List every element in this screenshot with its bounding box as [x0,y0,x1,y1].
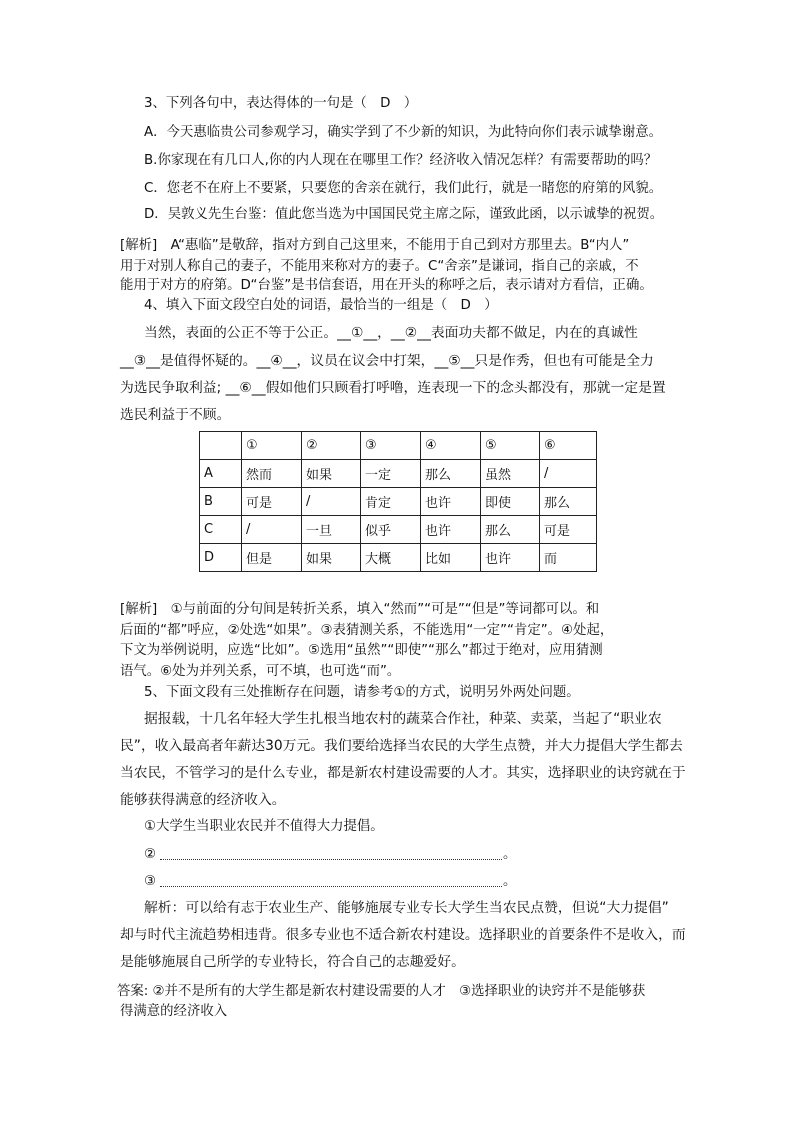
table-cell: ③ [361,432,421,460]
q4-analysis-line-4: 语气。⑥处为并列关系，可不填，也可选“而”。 [120,664,401,679]
answer-blank-3[interactable] [160,886,502,887]
table-cell [200,432,242,460]
table-cell: 也许 [421,488,481,516]
q5-analysis-line-2: 却与时代主流趋势相违背。很多专业也不适合新农村建设。选择职业的首要条件不是收入，而 [120,927,686,943]
q4-stem: 4、填入下面文段空白处的词语，最恰当的一组是（ D ） [144,298,498,313]
q5-answer-line-1: 答案: ②并不是所有的大学生都是新农村建设需要的人才 ③选择职业的诀窍并不是能够获 [117,984,646,999]
q5-item-2-number: ② [144,847,157,862]
q5-stem: 5、下面文段有三处推断存在问题，请参考①的方式，说明另外两处问题。 [144,685,580,700]
table-row [200,488,597,516]
q3-analysis-line-1: [解析] A“惠临”是敬辞，指对方到自己这里来，不能用于自己到对方那里去。B“内人” [120,238,630,253]
table-cell: 而 [540,544,597,572]
q3-analysis-line-2: 用于对别人称自己的妻子，不能用来称对方的妻子。C“舍亲”是谦词，指自己的亲戚，不 [120,259,639,274]
table-row [200,460,597,488]
table-cell: 大概 [361,544,421,572]
table-cell: 虽然 [481,460,540,488]
q5-item-2-period: 。 [503,847,517,862]
table-cell: 然而 [242,460,302,488]
q5-item-3-period: 。 [503,874,517,889]
table-cell: / [302,488,361,516]
table-cell: 那么 [481,516,540,544]
table-cell: 一旦 [302,516,361,544]
q4-passage-line-3: 为选民争取利益; __⑥__假如他们只顾看打呼噜，连表现一下的念头都没有，那就一定是置 [120,380,666,396]
table-cell: ② [302,432,361,460]
table-cell: ④ [421,432,481,460]
q5-passage-line-4: 能够获得满意的经济收入。 [120,792,286,808]
table-cell: ⑥ [540,432,597,460]
table-cell: / [540,460,597,488]
table-header-row [200,432,597,460]
options-table [199,431,597,572]
q3-stem: 3、下列各句中，表达得体的一句是（ D ） [144,96,418,111]
q3-option-d: D．吴敦义先生台鉴：值此您当选为中国国民党主席之际，谨致此函，以示诚挚的祝贺。 [144,207,664,222]
q5-passage-line-3: 当农民，不管学习的是什么专业，都是新农村建设需要的人才。其实，选择职业的诀窍就在于 [120,765,686,781]
q4-passage-line-1: 当然，表面的公正不等于公正。__①__，__②__表面功夫都不做足，内在的真诚性 [144,325,638,341]
table-cell: / [242,516,302,544]
table-cell: A [200,460,242,488]
q5-answer-line-2: 得满意的经济收入 [120,1004,228,1019]
q5-analysis-line-3: 是能够施展自己所学的专业特长，符合自己的志趣爱好。 [120,954,465,970]
q4-passage-line-2: __③__是值得怀疑的。__④__，议员在议会中打架，__⑤__只是作秀，但也有可能是全力 [120,353,654,369]
q4-analysis-line-2: 后面的“都”呼应，②处选“如果”。③表猜测关系，不能选用“一定”“肯定”。④处起， [120,623,614,638]
q3-option-c: C．您老不在府上不要紧，只要您的舍亲在就行，我们此行，就是一睹您的府第的风貌。 [144,181,663,196]
table-cell: 那么 [421,460,481,488]
q5-passage-line-2: 民”，收入最高者年薪达30万元。我们要给选择当农民的大学生点赞，并大力提倡大学生都去 [120,738,683,754]
table-cell: 也许 [421,516,481,544]
q4-passage-line-4: 选民利益于不顾。 [120,407,231,423]
table-cell: 可是 [242,488,302,516]
q3-option-b: B.你家现在有几口人,你的内人现在在哪里工作？经济收入情况怎样？有需要帮助的吗？ [144,153,658,168]
table-cell: ⑤ [481,432,540,460]
table-cell: C [200,516,242,544]
q5-passage-line-1: 据报载，十几名年轻大学生扎根当地农村的蔬菜合作社，种菜、卖菜，当起了“职业农 [144,711,662,727]
q3-analysis-line-3: 能用于对方的府第。D“台鉴”是书信套语，用在开头的称呼之后，表示请对方看信，正确。 [120,278,653,293]
q4-analysis-line-3: 下文为举例说明，应选“比如”。⑤选用“虽然”“即使”“那么”都过于绝对，应用猜测 [120,643,603,658]
table-cell: 即使 [481,488,540,516]
table-cell: 如果 [302,460,361,488]
table-cell: ① [242,432,302,460]
table-cell: 如果 [302,544,361,572]
table-cell: 也许 [481,544,540,572]
table-cell: 比如 [421,544,481,572]
table-cell: 似乎 [361,516,421,544]
table-row [200,544,597,572]
table-cell: D [200,544,242,572]
table-cell: B [200,488,242,516]
table-row [200,516,597,544]
answer-blank-2[interactable] [160,859,502,860]
table-cell: 那么 [540,488,597,516]
table-cell: 一定 [361,460,421,488]
table-cell: 肯定 [361,488,421,516]
table-cell: 但是 [242,544,302,572]
q4-analysis-line-1: [解析] ①与前面的分句间是转折关系，填入“然而”“可是”“但是”等词都可以。和 [120,602,600,617]
q5-analysis-line-1: 解析：可以给有志于农业生产、能够施展专业专长大学生当农民点赞，但说“大力提倡” [144,900,669,916]
q5-item-3-number: ③ [144,874,157,889]
q5-item-1: ①大学生当职业农民并不值得大力提倡。 [144,819,384,834]
q3-option-a: A．今天惠临贵公司参观学习，确实学到了不少新的知识，为此特向你们表示诚挚谢意。 [144,125,663,140]
table-cell: 可是 [540,516,597,544]
